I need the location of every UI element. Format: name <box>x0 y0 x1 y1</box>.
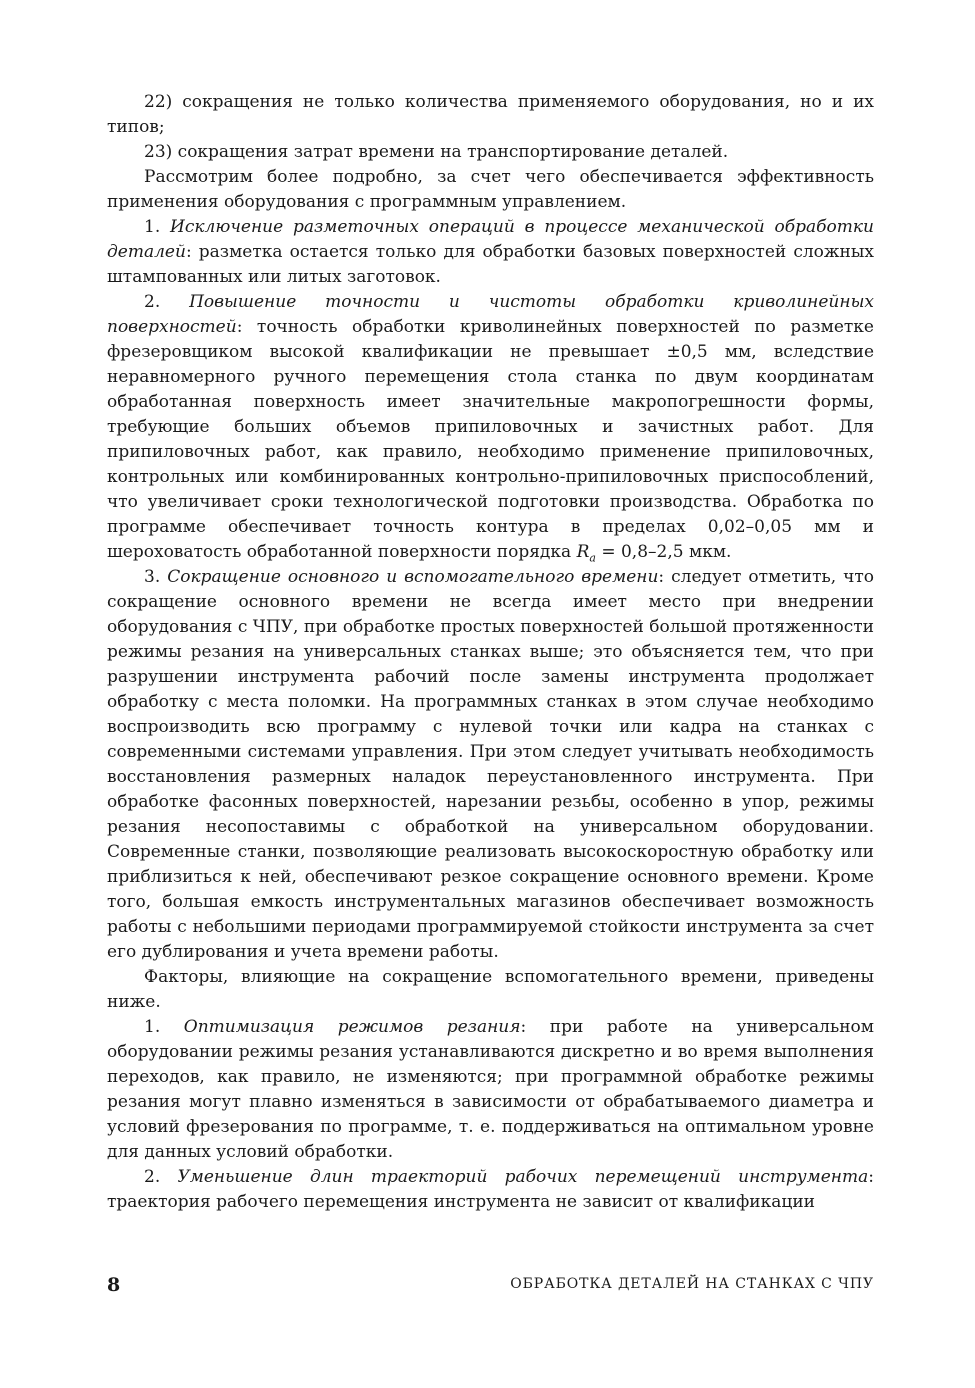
page-footer <box>107 1274 874 1298</box>
paragraph-heading: Оптимизация режимов резания <box>183 1017 521 1037</box>
paragraph-text: 23) сокращения затрат времени на транспортирование деталей. <box>144 142 729 162</box>
page-number: 8 <box>107 1274 121 1296</box>
paragraph-item-23 <box>107 140 874 165</box>
paragraph-text: Рассмотрим более подробно, за счет чего обеспечивается эффективность применения оборудования с программным управлением. <box>107 167 874 212</box>
paragraph-prefix: 1. <box>144 1017 184 1037</box>
paragraph-prefix: 3. <box>144 567 168 587</box>
formula-subscript: a <box>589 551 596 565</box>
paragraph-point-3 <box>107 565 874 965</box>
paragraph-text: 22) сокращения не только количества применяемого оборудования, но и их типов; <box>107 92 874 137</box>
running-title: ОБРАБОТКА ДЕТАЛЕЙ НА СТАНКАХ С ЧПУ <box>510 1276 874 1292</box>
paragraph-heading: Повышение точности и чистоты обработки криволинейных поверхностей <box>107 292 875 337</box>
paragraph-prefix: 2. <box>144 1167 178 1187</box>
paragraph-text: : точность обработки криволинейных поверхностей по разметке фрезеровщиком высокой квалификации не превышает ±0,5 мм, вследствие неравномерного ручного перемещения стола станка по двум координатам обработанная поверхность имеет значительные макропогрешности формы, требующие больших объемов припиловочных и зачистных работ. Для припиловочных работ, как правило, необходимо применение припиловочных, контрольных или комбинированных контрольно-припиловочных приспособлений, что увеличивает сроки технологической подготовки производства. Обработка по программе обеспечивает точность контура в пределах 0,02–0,05 мм и шероховатость обработанной поверхности порядка <box>107 317 874 562</box>
paragraph-text: : при работе на универсальном оборудовании режимы резания устанавливаются дискретно и во время выполнения переходов, как правило, не изменяются; при программной обработке режимы резания могут плавно изменяться в зависимости от обрабатываемого диаметра и условий фрезерования по программе, т. е. поддерживаться на оптимальном уровне для данных условий обработки. <box>107 1017 874 1162</box>
paragraph-text: Факторы, влияющие на сокращение вспомогательного времени, приведены ниже. <box>107 967 874 1012</box>
paragraph-prefix: 2. <box>144 292 190 312</box>
page-body <box>107 90 874 1215</box>
paragraph-text: : траектория рабочего перемещения инструмента не зависит от квалификации <box>107 1167 874 1212</box>
paragraph-heading: Сокращение основного и вспомогательного времени <box>167 567 659 587</box>
paragraph-prefix: 1. <box>144 217 171 237</box>
formula-rest: = 0,8–2,5 мкм. <box>595 542 732 562</box>
paragraph-intro <box>107 165 874 215</box>
paragraph-factors <box>107 965 874 1015</box>
paragraph-factor-2 <box>107 1165 874 1215</box>
paragraph-text: : следует отметить, что сокращение основного времени не всегда имеет место при внедрении оборудования с ЧПУ, при обработке простых поверхностей большой протяженности режимы резания на универсальных станках выше; это объясняется тем, что при разрушении инструмента рабочий после замены инструмента продолжает обработку с места поломки. На программных станках в этом случае необходимо воспроизводить всю программу с нулевой точки или кадра на станках с современными системами управления. При этом следует учитывать необходимость восстановления размерных наладок переустановленного инструмента. При обработке фасонных поверхностей, нарезании резьбы, особенно в упор, режимы резания несопоставимы с обработкой на универсальном оборудовании. Современные станки, позволяющие реализовать высокоскоростную обработку или приблизиться к ней, обеспечивают резкое сокращение основного времени. Кроме того, большая емкость инструментальных магазинов обеспечивает возможность работы с небольшими периодами программируемой стойкости инструмента за счет его дублирования и учета времени работы. <box>107 567 875 962</box>
paragraph-text: : разметка остается только для обработки базовых поверхностей сложных штампованных или литых заготовок. <box>107 242 874 287</box>
paragraph-heading: Уменьшение длин траекторий рабочих перемещений инструмента <box>177 1167 869 1187</box>
paragraph-point-2 <box>107 290 874 565</box>
paragraph-factor-1 <box>107 1015 874 1165</box>
paragraph-point-1 <box>107 215 874 290</box>
paragraph-heading: Исключение разметочных операций в процессе механической обработки деталей <box>107 217 874 262</box>
formula-symbol: R <box>576 542 590 562</box>
paragraph-item-22 <box>107 90 874 140</box>
